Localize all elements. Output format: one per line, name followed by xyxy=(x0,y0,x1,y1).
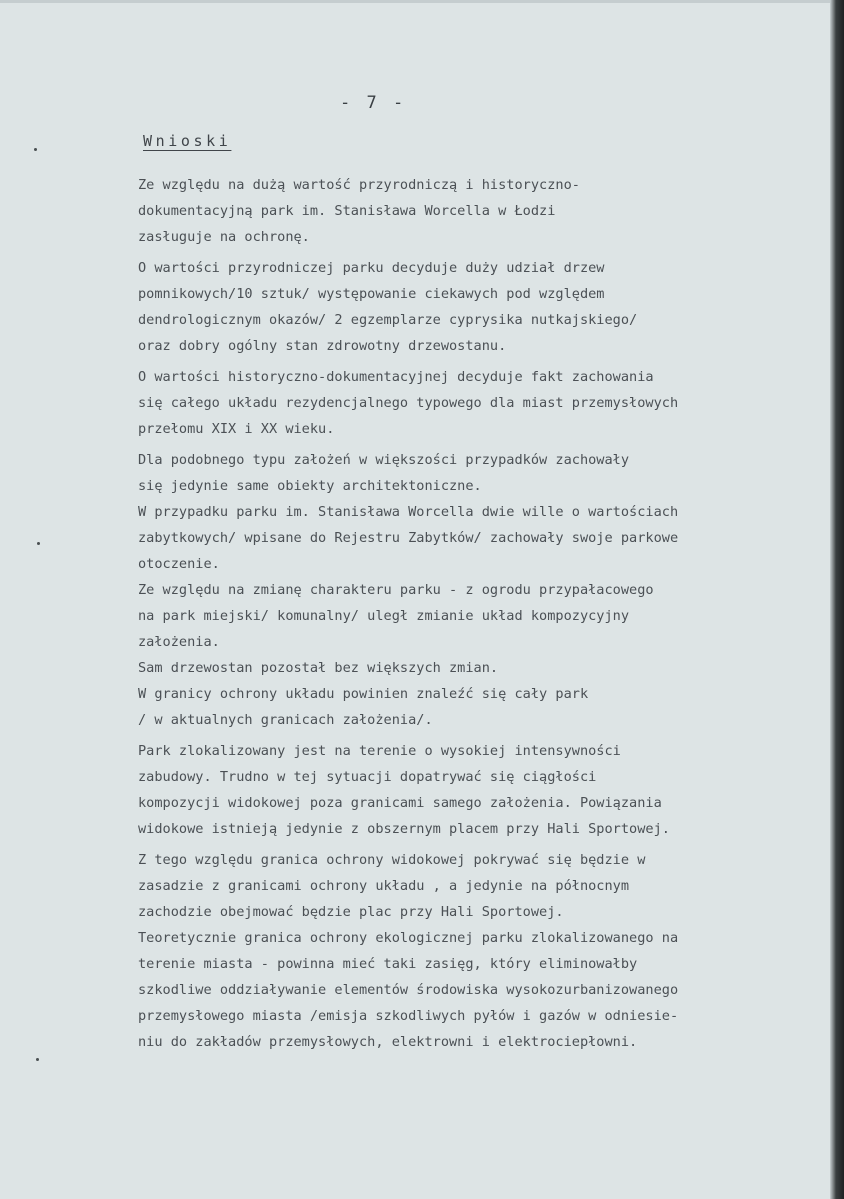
text-line: O wartości przyrodniczej parku decyduje duży udział drzew xyxy=(138,260,605,276)
text-line: Sam drzewostan pozostał bez większych zmian. xyxy=(138,660,499,676)
page-right-edge-shadow xyxy=(830,0,844,1199)
text-line: Ze względu na zmianę charakteru parku - z ogrodu przypałacowego xyxy=(138,582,654,598)
page-top-edge xyxy=(0,0,844,3)
text-line: się całego układu rezydencjalnego typowego dla miast przemysłowych xyxy=(138,395,679,411)
text-line: zabudowy. Trudno w tej sytuacji dopatrywać się ciągłości xyxy=(138,769,597,785)
paragraph xyxy=(138,172,828,250)
scan-speck xyxy=(37,542,40,545)
scan-speck xyxy=(34,148,37,151)
text-line: przemysłowego miasta /emisja szkodliwych pyłów i gazów w odniesie- xyxy=(138,1008,679,1024)
text-line: założenia. xyxy=(138,634,220,650)
text-line: zabytkowych/ wpisane do Rejestru Zabytków/ zachowały swoje parkowe xyxy=(138,530,679,546)
paragraph xyxy=(138,447,828,733)
text-line: dendrologicznym okazów/ 2 egzemplarze cyprysika nutkajskiego/ xyxy=(138,312,638,328)
text-line: W przypadku parku im. Stanisława Worcella dwie wille o wartościach xyxy=(138,504,679,520)
text-line: zasługuje na ochronę. xyxy=(138,229,310,245)
text-line: dokumentacyjną park im. Stanisława Worcella w Łodzi xyxy=(138,203,556,219)
text-line: Dla podobnego typu założeń w większości przypadków zachowały xyxy=(138,452,630,468)
text-line: Z tego względu granica ochrony widokowej pokrywać się będzie w xyxy=(138,852,646,868)
text-line: Teoretycznie granica ochrony ekologicznej parku zlokalizowanego na xyxy=(138,930,679,946)
text-line: / w aktualnych granicach założenia/. xyxy=(138,712,433,728)
text-line: kompozycji widokowej poza granicami samego założenia. Powiązania xyxy=(138,795,662,811)
page-number: - 7 - xyxy=(340,93,407,113)
paragraph xyxy=(138,255,828,359)
text-line: pomnikowych/10 sztuk/ występowanie ciekawych pod względem xyxy=(138,286,605,302)
document-body xyxy=(138,172,828,1055)
text-line: szkodliwe oddziaływanie elementów środowiska wysokozurbanizowanego xyxy=(138,982,679,998)
text-line: Park zlokalizowany jest na terenie o wysokiej intensywności xyxy=(138,743,621,759)
text-line: przełomu XIX i XX wieku. xyxy=(138,421,335,437)
text-line: O wartości historyczno-dokumentacyjnej decyduje fakt zachowania xyxy=(138,369,654,385)
paragraph xyxy=(138,738,828,842)
paragraph xyxy=(138,847,828,1055)
text-line: się jedynie same obiekty architektoniczne. xyxy=(138,478,482,494)
text-line: zachodzie obejmować będzie plac przy Hali Sportowej. xyxy=(138,904,564,920)
text-line: widokowe istnieją jedynie z obszernym placem przy Hali Sportowej. xyxy=(138,821,670,837)
text-line: zasadzie z granicami ochrony układu , a jedynie na północnym xyxy=(138,878,630,894)
text-line: W granicy ochrony układu powinien znaleźć się cały park xyxy=(138,686,589,702)
paragraph xyxy=(138,364,828,442)
text-line: terenie miasta - powinna mieć taki zasięg, który eliminowałby xyxy=(138,956,638,972)
scan-speck xyxy=(36,1058,39,1061)
section-heading: Wnioski xyxy=(143,132,232,150)
text-line: Ze względu na dużą wartość przyrodniczą i historyczno- xyxy=(138,177,580,193)
text-line: oraz dobry ogólny stan zdrowotny drzewostanu. xyxy=(138,338,507,354)
text-line: niu do zakładów przemysłowych, elektrowni i elektrociepłowni. xyxy=(138,1034,638,1050)
text-line: otoczenie. xyxy=(138,556,220,572)
text-line: na park miejski/ komunalny/ uległ zmianie układ kompozycyjny xyxy=(138,608,630,624)
